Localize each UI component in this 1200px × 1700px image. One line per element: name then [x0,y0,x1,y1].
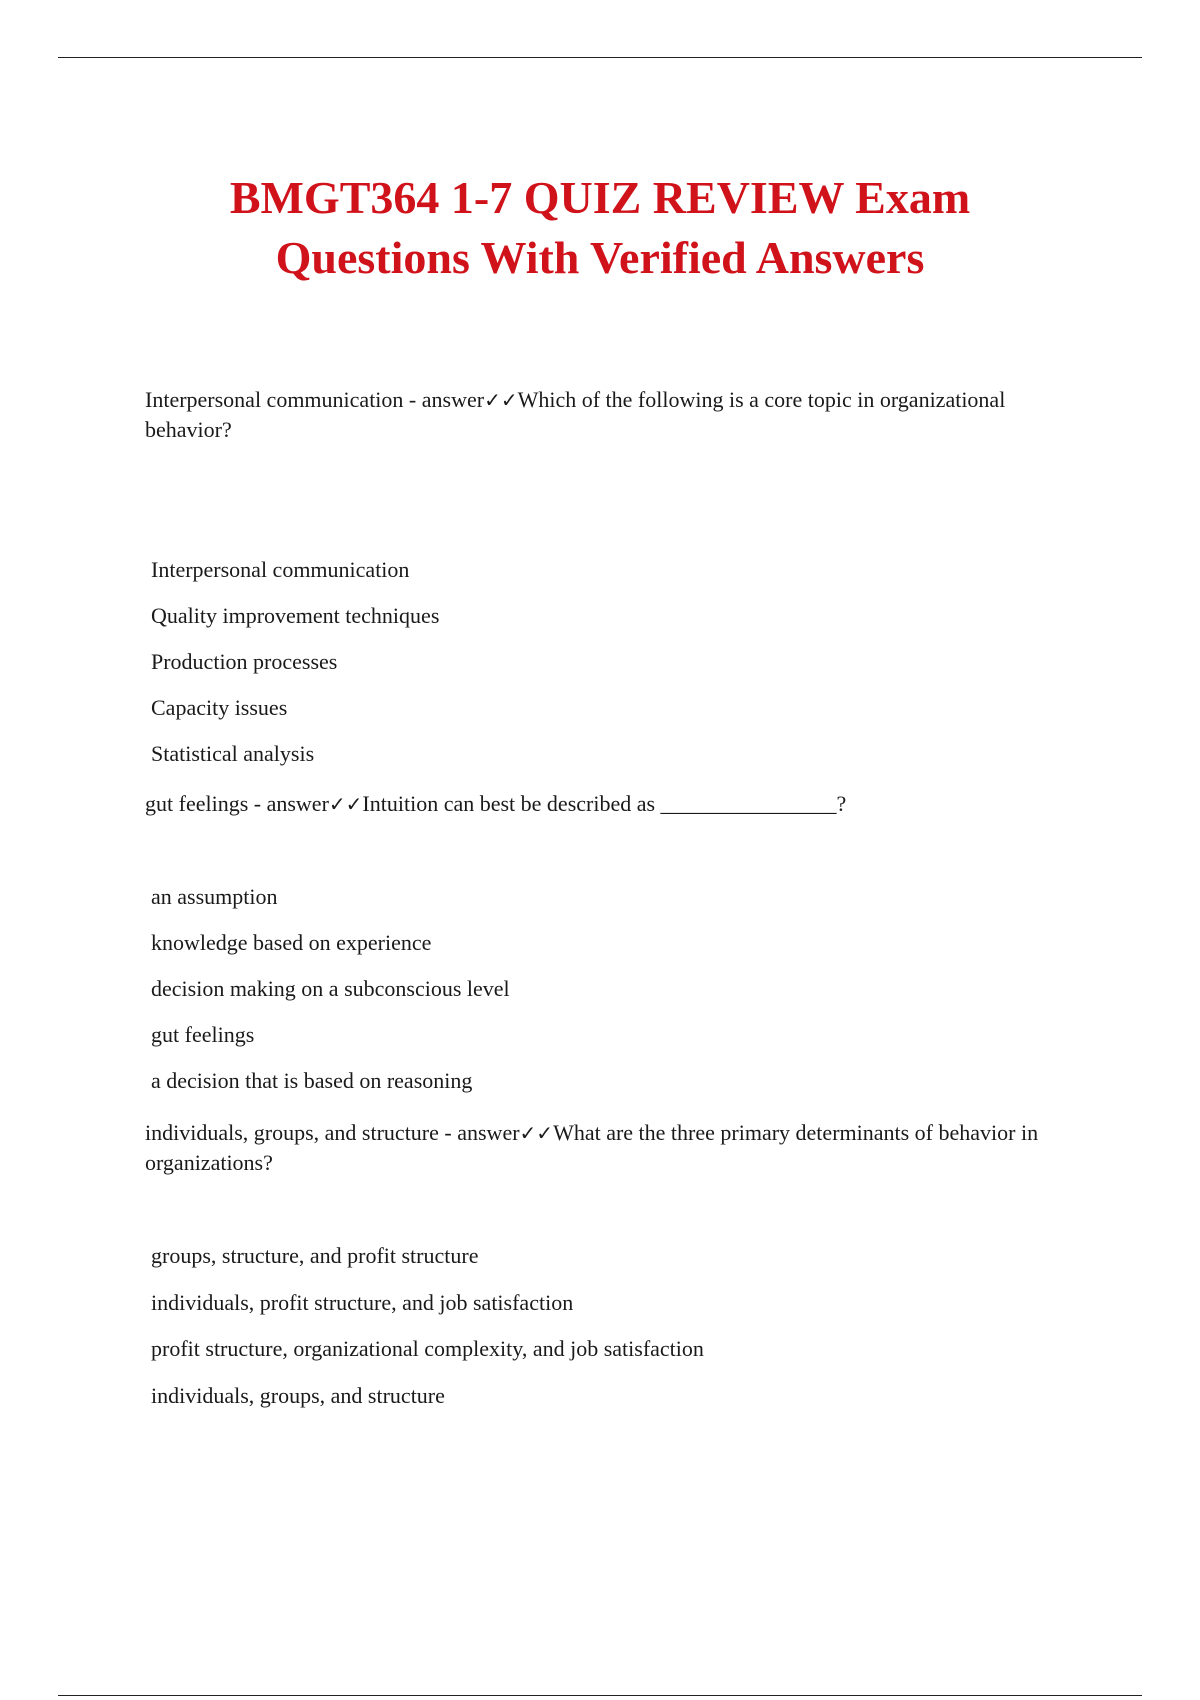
question-2-options [151,882,510,1112]
option-item: Quality improvement techniques [151,603,440,628]
title-line-2: Questions With Verified Answers [275,232,925,283]
question-1-text: Which of the following is a core topic in organizational behavior? [145,387,1006,442]
double-check-icon: ✓✓ [484,388,518,412]
option-item: Production processes [151,649,338,674]
option-item: Statistical analysis [151,741,315,766]
header-rule [58,57,1142,58]
option-item: individuals, groups, and structure [151,1382,445,1408]
option-item: an assumption [151,884,278,909]
document-title [0,168,1200,288]
question-1-answer: Interpersonal communication [145,387,404,412]
option-item: Interpersonal communication [151,557,410,582]
option-item: gut feelings [151,1022,255,1047]
double-check-icon: ✓✓ [328,792,363,816]
answer-separator: - answer [248,791,329,816]
option-item: profit structure, organizational complexity, and job satisfaction [151,1336,704,1361]
question-2-answer: gut feelings [145,791,249,816]
option-item: knowledge based on experience [151,930,432,955]
question-3-answer: individuals, groups, and structure [145,1120,439,1145]
answer-separator: - answer [438,1120,520,1145]
footer-rule [58,1695,1142,1696]
option-item: a decision that is based on reasoning [151,1068,473,1093]
question-2 [145,789,1045,819]
title-line-1: BMGT364 1-7 QUIZ REVIEW Exam [229,172,971,223]
question-1-options [151,555,439,785]
option-item: groups, structure, and profit structure [151,1243,479,1268]
question-3-text: What are the three primary determinants of behavior in organizations? [145,1120,1039,1175]
option-item: decision making on a subconscious level [151,976,510,1001]
question-3-options [151,1241,704,1427]
double-check-icon: ✓✓ [519,1121,554,1145]
question-2-text: Intuition can best be described as ________________? [362,791,847,816]
question-3 [145,1118,1045,1178]
answer-separator: - answer [403,387,485,412]
option-item: Capacity issues [151,695,288,720]
question-1 [145,385,1045,445]
option-item: individuals, profit structure, and job satisfaction [151,1289,574,1315]
